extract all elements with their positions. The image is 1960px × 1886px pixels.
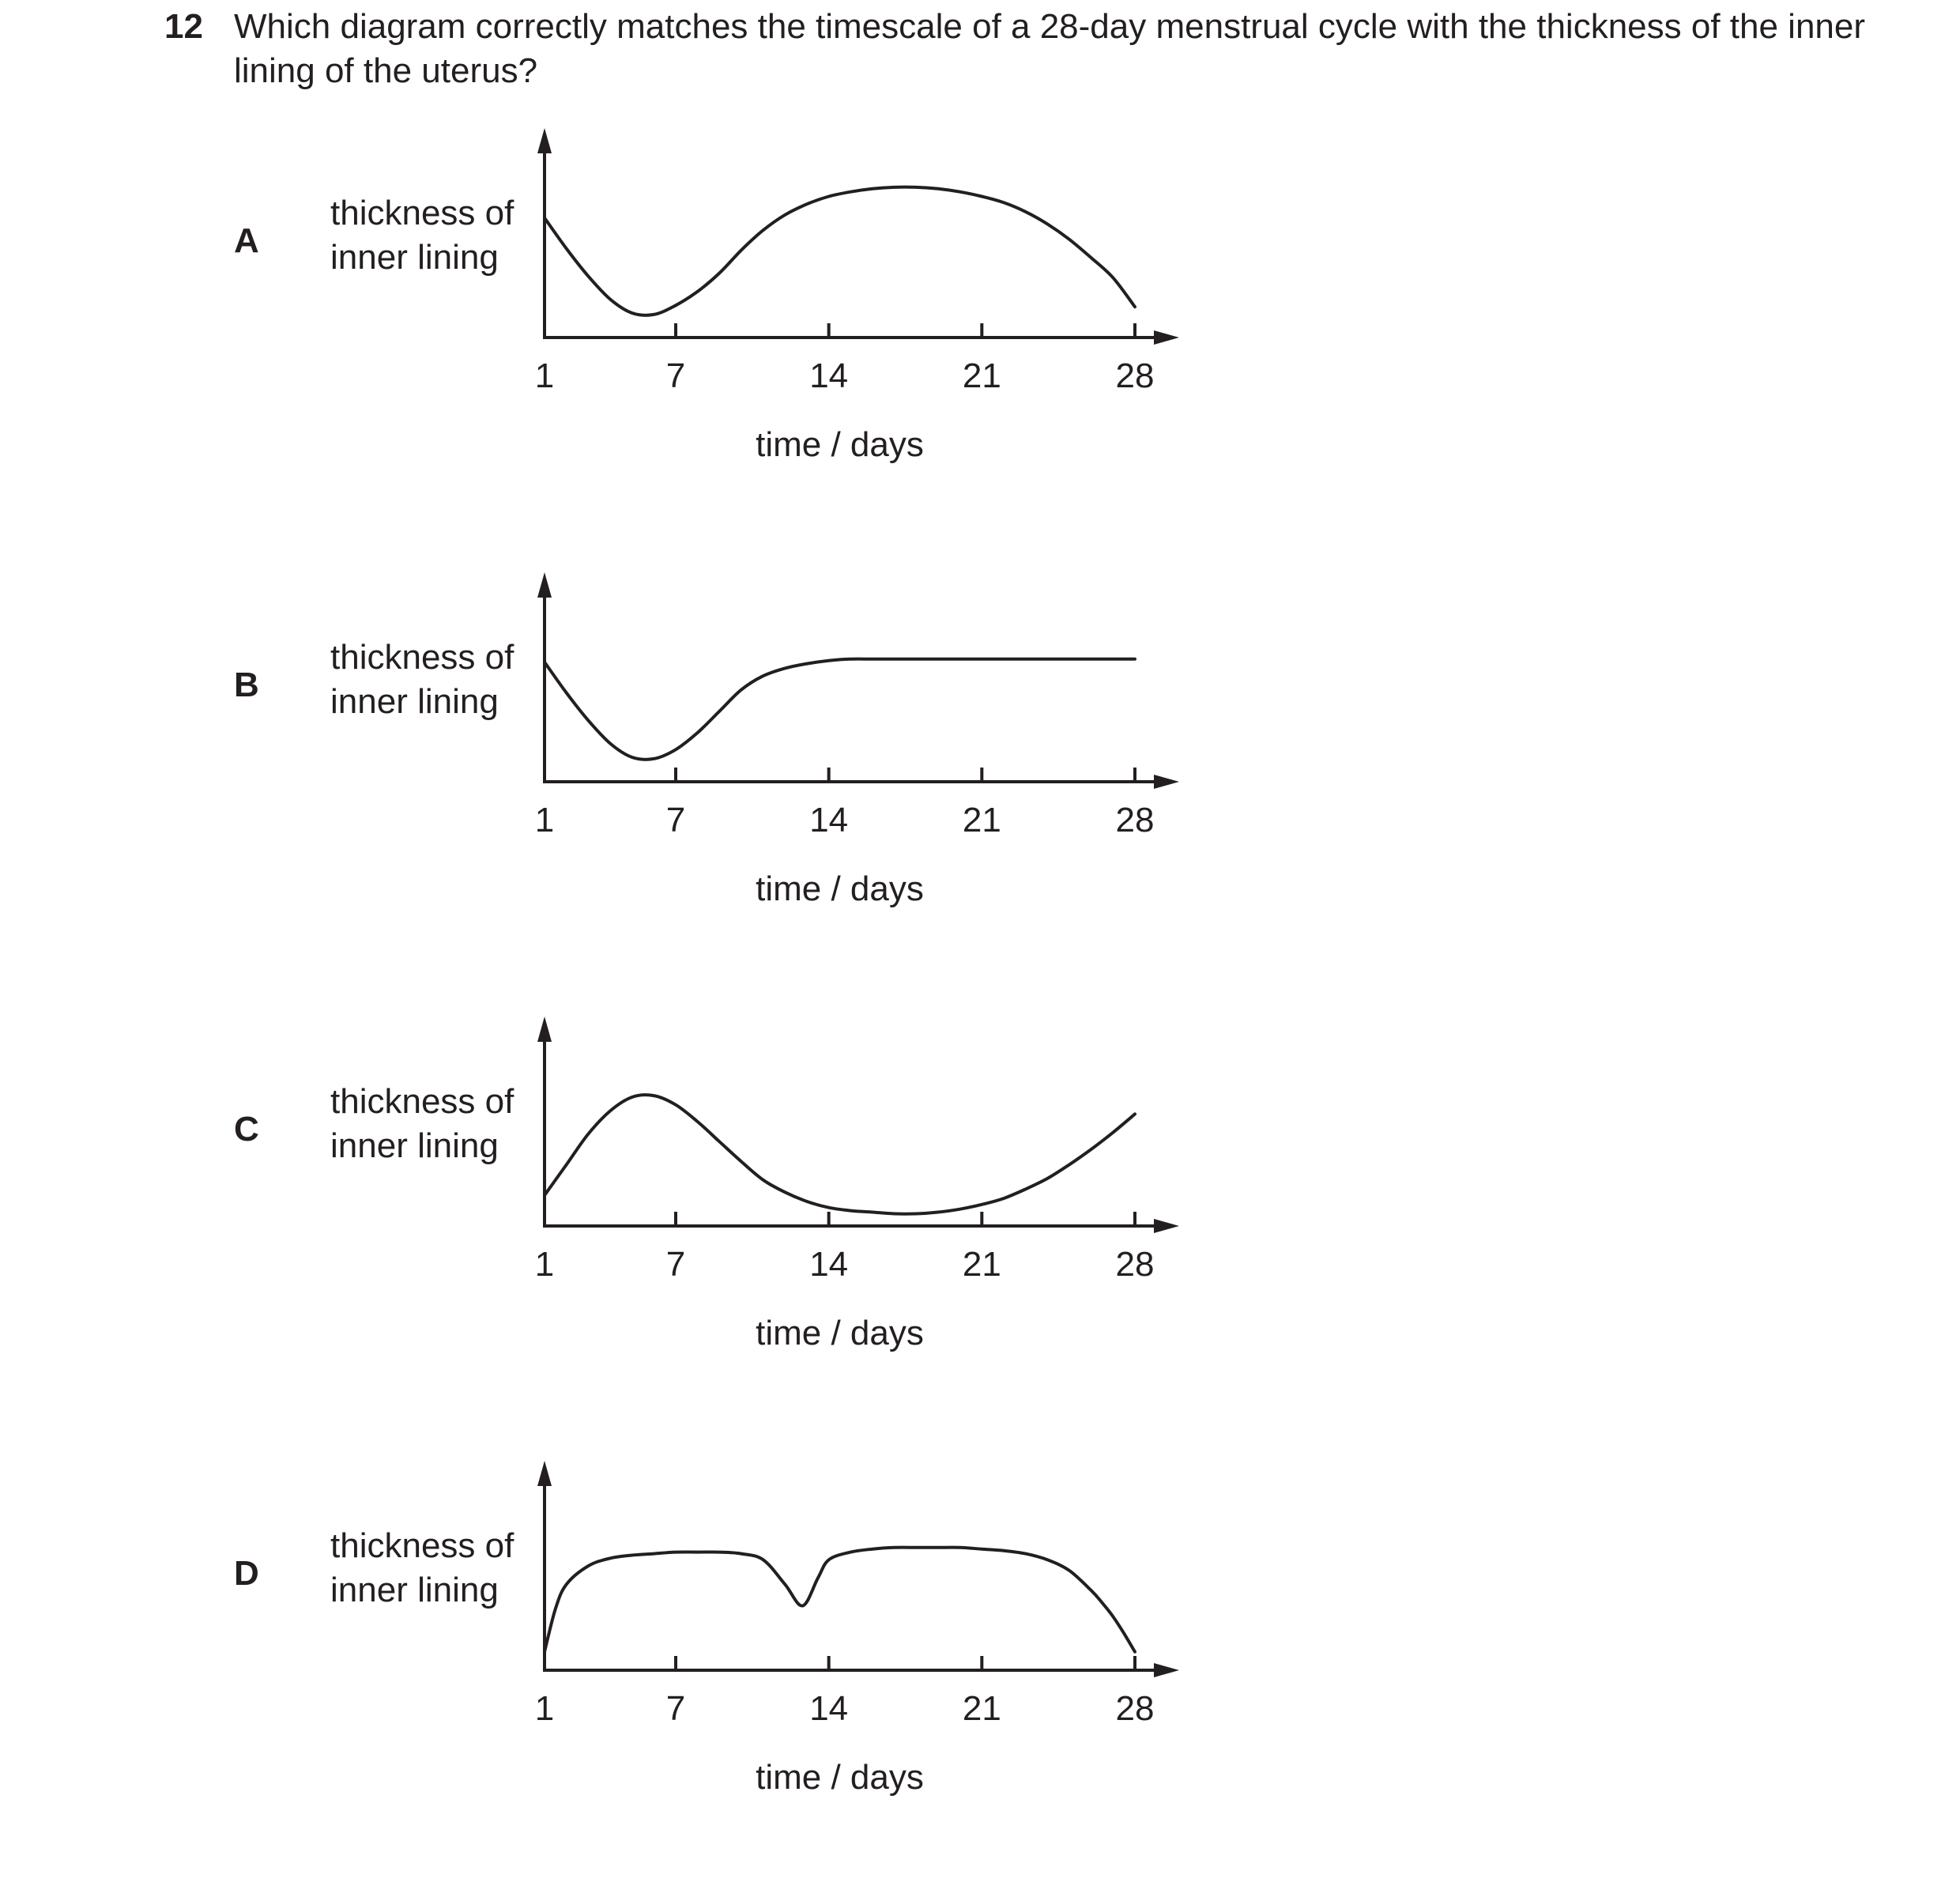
x-tick-label: 7 [665, 801, 686, 839]
chart-b [0, 555, 1265, 998]
chart-c [0, 999, 1265, 1442]
x-axis-label: time / days [756, 425, 924, 464]
series-line [545, 1548, 1135, 1652]
x-tick-label: 14 [809, 1245, 849, 1284]
x-axis-arrow-icon [1154, 1219, 1179, 1233]
option-a [0, 111, 1265, 553]
x-tick-label: 7 [665, 1245, 686, 1284]
x-tick-label: 14 [809, 1689, 849, 1728]
option-letter: D [234, 1554, 259, 1593]
y-axis-label-line-2: inner lining [330, 238, 499, 277]
option-c [0, 999, 1265, 1442]
y-axis-label-line-1: thickness of [330, 1082, 514, 1121]
series-line [545, 659, 1135, 760]
option-letter: C [234, 1110, 259, 1149]
x-tick-label: 28 [1115, 801, 1155, 839]
chart-a [0, 111, 1265, 553]
x-tick-label: 14 [809, 356, 849, 395]
x-axis-label: time / days [756, 1314, 924, 1352]
x-tick-label: 21 [962, 1245, 1001, 1284]
y-axis-arrow-icon [537, 572, 552, 598]
x-tick-label: 7 [665, 356, 686, 395]
x-tick-label: 21 [962, 1689, 1001, 1728]
y-axis-arrow-icon [537, 1017, 552, 1042]
y-axis-label-line-1: thickness of [330, 1526, 514, 1565]
y-axis-label-line-2: inner lining [330, 1126, 499, 1165]
y-axis-arrow-icon [537, 128, 552, 153]
x-axis-arrow-icon [1154, 775, 1179, 789]
x-axis-arrow-icon [1154, 330, 1179, 345]
option-letter: A [234, 221, 259, 260]
y-axis-label-line-2: inner lining [330, 1571, 499, 1609]
x-tick-label: 7 [665, 1689, 686, 1728]
y-axis-arrow-icon [537, 1461, 552, 1486]
y-axis-label-line-1: thickness of [330, 194, 514, 232]
x-tick-label: 28 [1115, 1689, 1155, 1728]
x-tick-label: 28 [1115, 356, 1155, 395]
x-axis-arrow-icon [1154, 1663, 1179, 1677]
x-tick-label: 14 [809, 801, 849, 839]
x-axis-label: time / days [756, 1758, 924, 1797]
chart-d [0, 1443, 1265, 1886]
question-text: Which diagram correctly matches the timescale of a 28-day menstrual cycle with the thickness of the inner lining of the uterus? [234, 7, 1866, 90]
x-tick-label: 1 [534, 356, 555, 395]
x-tick-label: 1 [534, 1245, 555, 1284]
x-tick-label: 21 [962, 801, 1001, 839]
series-line [545, 1095, 1135, 1214]
y-axis-label-line-1: thickness of [330, 638, 514, 677]
x-axis-label: time / days [756, 869, 924, 908]
series-line [545, 187, 1135, 315]
x-tick-label: 28 [1115, 1245, 1155, 1284]
option-d [0, 1443, 1265, 1886]
x-tick-label: 21 [962, 356, 1001, 395]
x-tick-label: 1 [534, 1689, 555, 1728]
option-letter: B [234, 666, 259, 704]
option-b [0, 555, 1265, 998]
y-axis-label-line-2: inner lining [330, 682, 499, 721]
question-number: 12 [164, 7, 203, 46]
x-tick-label: 1 [534, 801, 555, 839]
